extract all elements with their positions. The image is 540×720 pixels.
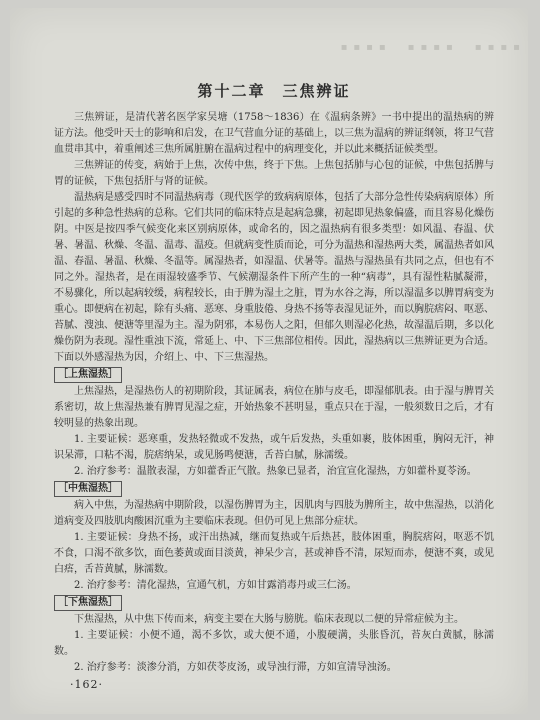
section-paragraph: 下焦湿热，从中焦下传而来，病变主要在大肠与膀胱。临床表现以二便的异常症候为主。 (74, 614, 464, 625)
section-paragraph: 病入中焦，为湿热病中期阶段，以湿伤脾胃为主，因肌肉与四肢为脾所主，故中焦湿热，以消化道病变及四肢肌肉酸困沉重为主要临床表现。但仍可见上焦部分症状。 (54, 500, 494, 527)
section-heading: ［中焦湿热］ (54, 481, 122, 497)
section-item: 2. 治疗参考：清化湿热，宣通气机，方如甘露消毒丹或三仁汤。 (74, 580, 357, 591)
section-item: 2. 治疗参考：温散表湿，方如藿香正气散。热象已显者，治宜宣化湿热，方如藿朴夏苓汤。 (74, 466, 477, 477)
section-upper-jiao (54, 366, 494, 480)
book-page (10, 8, 528, 714)
section-lower-jiao (54, 594, 494, 676)
section-item: 1. 主要证候：恶寒重，发热轻微或不发热，或午后发热，头重如裹，肢体困重，胸闷无汗，神识呆滞，口粘不渴，脘痞纳呆，或见肠鸣便溏，舌苔白腻，脉濡缓。 (54, 434, 494, 461)
intro-paragraph-2: 三焦辨证的传变，病始于上焦，次传中焦，终于下焦。上焦包括肺与心包的证候，中焦包括脾与胃的证候，下焦包括肝与肾的证候。 (54, 160, 494, 187)
chapter-title: 第十二章 三焦辨证 (197, 82, 351, 100)
section-paragraph: 上焦湿热，是湿热伤人的初期阶段，其证属表，病位在肺与皮毛，即湿郁肌表。由于湿与脾胃关系密切，故上焦湿热兼有脾胃见湿之症，开始热象不甚明显，重点只在于湿，一般须数日之后，才有较明显的热象出现。 (54, 386, 494, 429)
intro-paragraph-1: 三焦辨证，是清代著名医学家吴塘（1758～1836）在《温病条辨》一书中提出的温热病的辨证方法。他受叶天士的影响和启发，在卫气营血分证的基础上，以三焦为温病的辨证纲领，将卫气营血贯串其中，着重阐述三焦所属脏腑在温病过程中的病理变化，并以此来概括证候类型。 (54, 112, 494, 155)
bleed-through-text: ▪▪▪▪ ▪▪▪▪ ▪▪▪▪ (334, 42, 520, 53)
section-middle-jiao (54, 480, 494, 594)
section-item: 1. 主要证候：身热不扬，或汗出热减，继而复热或午后热甚，肢体困重，胸脘痞闷，呕恶不饥不食，口渴不欲多饮，面色萎黄或面目淡黄，神呆少言，甚或神昏不清，尿短而赤，便溏不爽，或见白痦，舌苔黄腻，脉濡数。 (54, 532, 494, 575)
intro-paragraph-3: 温热病是感受四时不同温热病毒（现代医学的致病病原体，包括了大部分急性传染病病原体）所引起的多种急性热病的总称。它们共同的临床特点是起病急骤，初起即见热象偏盛，而且容易化燥伤阴。中医是按四季气候变化来区别病原体，或命名的，因之温热病有很多类型：如风温、春温、伏暑、暑温、秋燥、冬温、温毒、温疫。但就病变性质而论，可分为温热和湿热两大类，属温热者如风温、春温、暑温、秋燥、冬温等。属湿热者，如湿温、伏暑等。温热与湿热虽有共同之点，但也有不同之外。湿热者，是在雨湿较盛季节、气候潮湿条件下所产生的一种“病毒”，具有湿性粘腻凝滞，不易骤化，所以起病较缓，病程较长，由于脾为湿土之脏，胃为水谷之海，所以湿温多以脾胃病变为重心。即便病在初起，除有头痛、恶寒、身重肢倦、身热不扬等表湿见证外，而以胸脘痞闷、呕恶、苔腻、溲浊、便溏等里湿为主。湿为阴邪，本易伤人之阳，但郁久则湿必化热，故湿温后期，多以化燥伤阴为表现。湿性重浊下流，常延上、中、下三焦部位相传。因此，湿热病以三焦辨证更为合适。下面以外感湿热为因，介绍上、中、下三焦湿热。 (54, 192, 494, 363)
section-heading: ［上焦湿热］ (54, 367, 122, 383)
section-item: 2. 治疗参考：淡渗分消，方如茯苓皮汤，或导浊行滞，方如宣清导浊汤。 (74, 662, 397, 673)
page-number: ·162· (70, 678, 103, 691)
section-item: 1. 主要证候：小便不通，渴不多饮，或大便不通，小腹硬满，头胀昏沉，苔灰白黄腻，脉濡数。 (54, 630, 494, 657)
page-content (54, 80, 494, 676)
section-heading: ［下焦湿热］ (54, 595, 122, 611)
